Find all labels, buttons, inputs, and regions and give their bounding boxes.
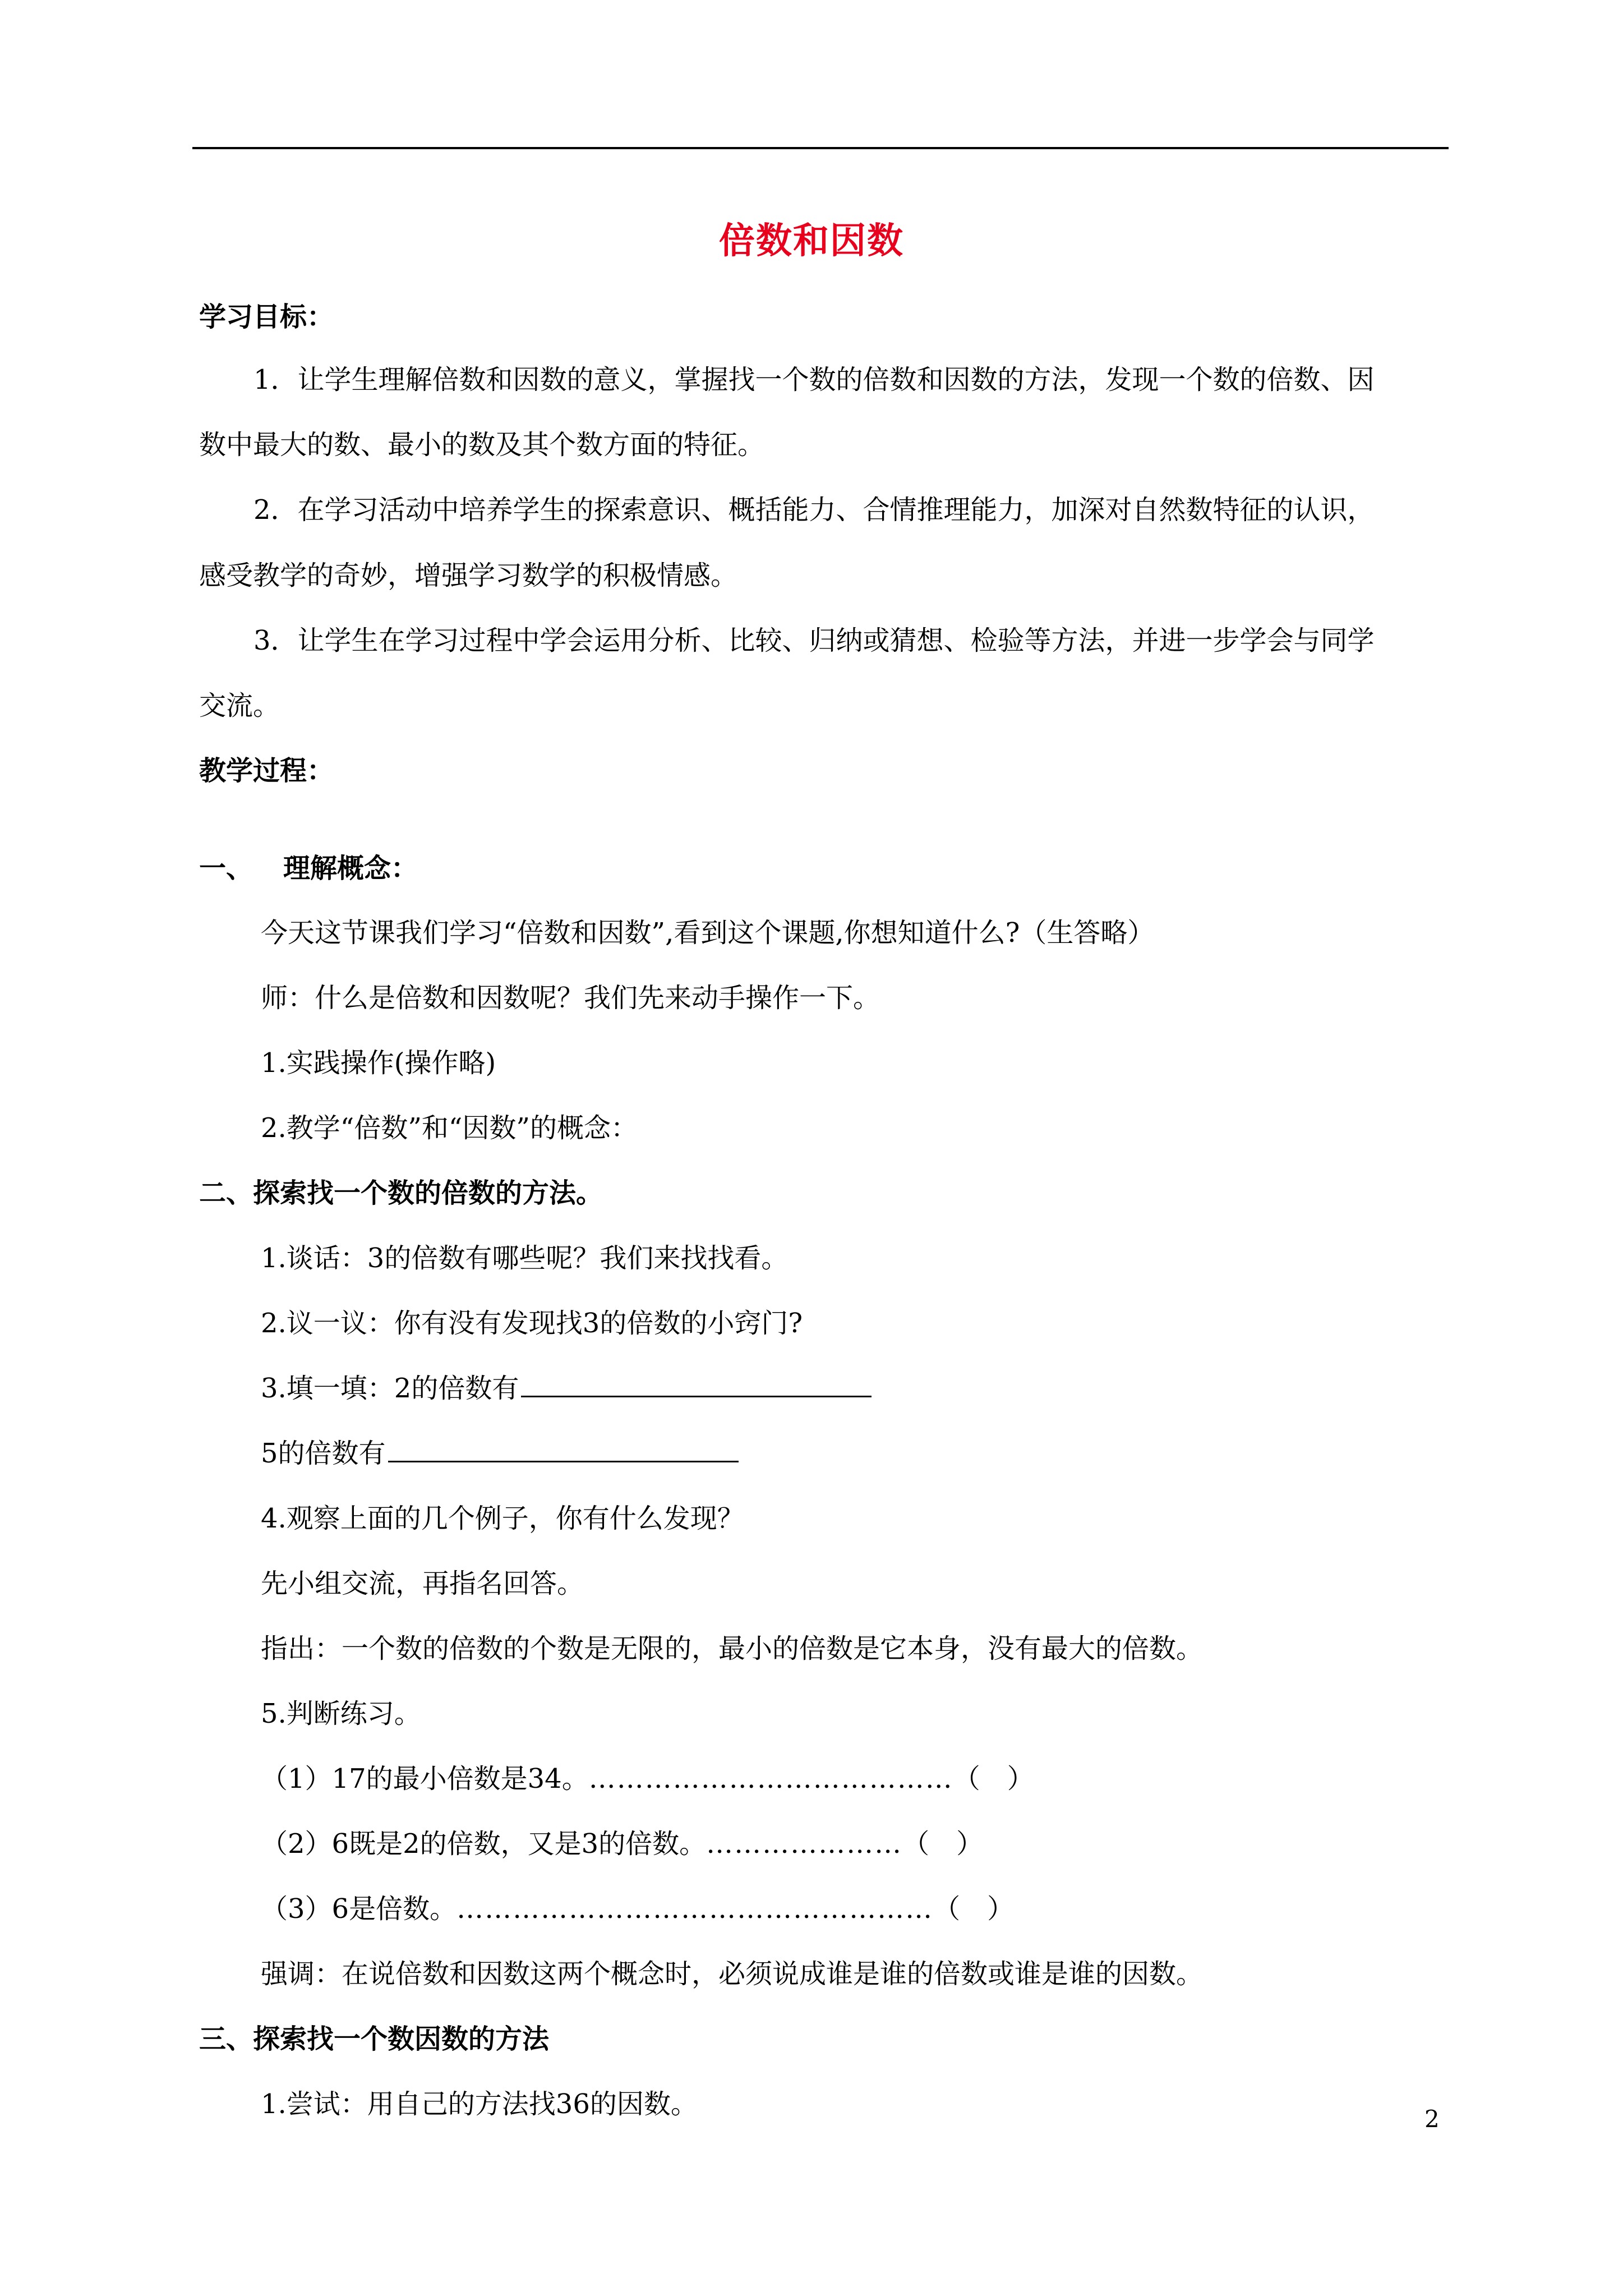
section-1-number: 一、 <box>199 853 253 884</box>
page-number: 2 <box>1424 2105 1440 2133</box>
section-2-emphasis: 强调：在说倍数和因数这两个概念时，必须说成谁是谁的倍数或谁是谁的因数。 <box>261 1958 1204 1990</box>
answer-blank-1[interactable] <box>521 1391 872 1397</box>
fill-prompt-1: 3.填一填：2的倍数有 <box>261 1373 519 1404</box>
section-1-paragraph-3: 1.实践操作(操作略) <box>261 1047 496 1079</box>
judge-item-2-text: （2）6既是2的倍数，又是3的倍数。 <box>261 1828 707 1860</box>
process-heading: 教学过程： <box>199 755 334 786</box>
fill-prompt-2: 5的倍数有 <box>261 1438 386 1469</box>
section-1-title: 理解概念： <box>283 853 418 884</box>
judge-item-1-text: （1）17的最小倍数是34。 <box>261 1763 589 1795</box>
section-2-paragraph-5: 4.观察上面的几个例子，你有什么发现？ <box>261 1503 744 1534</box>
judge-item-3-leader: …………………………………………… <box>457 1893 934 1925</box>
judge-item-1-answer[interactable]: （ ） <box>953 1763 1034 1795</box>
objectives-heading: 学习目标： <box>199 301 334 333</box>
section-2-paragraph-2: 2.议一议：你有没有发现找3的倍数的小窍门? <box>261 1308 803 1339</box>
judge-item-2-answer[interactable]: （ ） <box>902 1828 984 1860</box>
section-2-paragraph-7: 指出：一个数的倍数的个数是无限的，最小的倍数是它本身，没有最大的倍数。 <box>261 1633 1204 1664</box>
section-1-paragraph-1: 今天这节课我们学习“倍数和因数”,看到这个课题,你想知道什么?（生答略） <box>261 917 1155 949</box>
section-3-heading: 三、探索找一个数因数的方法 <box>199 2023 550 2055</box>
section-2-heading: 二、探索找一个数的倍数的方法。 <box>199 1177 603 1209</box>
judge-item-1-leader: ………………………………… <box>588 1763 953 1795</box>
section-2-fill-line-2 <box>261 1435 739 1472</box>
judge-item-2-leader: ………………… <box>706 1828 903 1860</box>
section-2-paragraph-8: 5.判断练习。 <box>261 1698 421 1729</box>
objective-1-line-2: 数中最大的数、最小的数及其个数方面的特征。 <box>199 429 765 461</box>
objective-2-line-1: 2．在学习活动中培养学生的探索意识、概括能力、合情推理能力，加深对自然数特征的认识， <box>253 494 1375 526</box>
judge-item-3-text: （3）6是倍数。 <box>261 1893 457 1925</box>
section-3-paragraph-1: 1.尝试：用自己的方法找36的因数。 <box>261 2088 698 2120</box>
header-rule <box>192 147 1449 149</box>
objective-1-line-1: 1．让学生理解倍数和因数的意义，掌握找一个数的倍数和因数的方法，发现一个数的倍数、因 <box>253 364 1375 395</box>
objective-2-line-2: 感受教学的奇妙，增强学习数学的积极情感。 <box>199 560 738 591</box>
section-1-heading <box>199 850 418 887</box>
judge-item-3 <box>261 1890 1014 1927</box>
section-2-paragraph-1: 1.谈话：3的倍数有哪些呢？我们来找找看。 <box>261 1243 789 1274</box>
page-title: 倍数和因数 <box>719 220 904 262</box>
section-1-paragraph-2: 师：什么是倍数和因数呢？我们先来动手操作一下。 <box>261 982 880 1014</box>
objective-3-line-2: 交流。 <box>199 690 280 721</box>
section-2-fill-line-1 <box>261 1370 872 1407</box>
section-1-paragraph-4: 2.教学“倍数”和“因数”的概念： <box>261 1112 638 1144</box>
judge-item-1 <box>261 1760 1034 1797</box>
answer-blank-2[interactable] <box>388 1456 739 1462</box>
section-2-paragraph-6: 先小组交流，再指名回答。 <box>261 1568 584 1599</box>
judge-item-3-answer[interactable]: （ ） <box>933 1893 1015 1925</box>
judge-item-2 <box>261 1825 983 1862</box>
objective-3-line-1: 3．让学生在学习过程中学会运用分析、比较、归纳或猜想、检验等方法，并进一步学会与同学 <box>253 625 1375 656</box>
